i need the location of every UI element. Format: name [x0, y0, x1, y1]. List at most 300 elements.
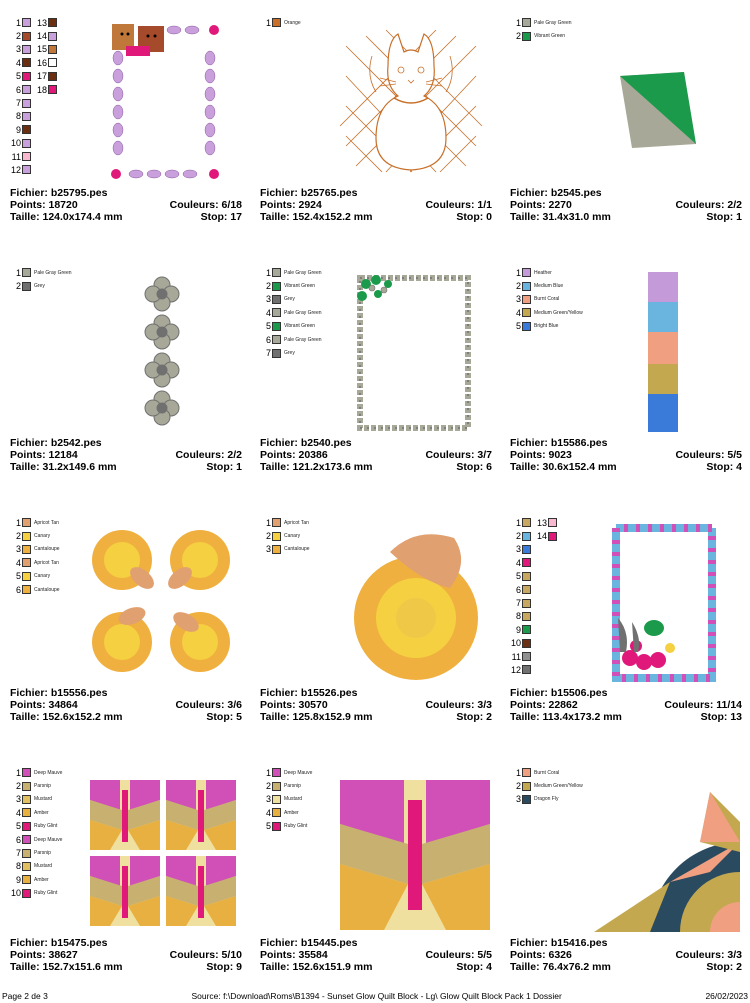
color-swatch — [48, 18, 57, 27]
color-swatch — [22, 585, 31, 594]
fan-corner-art — [590, 792, 740, 932]
legend-row — [10, 163, 34, 176]
legend-row — [10, 860, 62, 873]
legend-row — [10, 556, 60, 569]
color-swatch — [522, 558, 531, 567]
legend-row — [10, 820, 62, 833]
legend-number: 3 — [265, 794, 271, 805]
legend-number: 2 — [15, 531, 21, 542]
color-swatch — [272, 808, 281, 817]
legend-number: 8 — [515, 611, 521, 622]
legend-row — [10, 266, 72, 279]
color-swatch — [48, 58, 57, 67]
info-line — [510, 462, 742, 474]
design-size: Taille: 31.4x31.0 mm — [510, 210, 611, 223]
legend-number: 12 — [10, 164, 21, 175]
legend-number: 2 — [15, 281, 21, 292]
file-name: Fichier: b2542.pes — [10, 437, 102, 449]
stitch-points: Points: 38627 — [10, 948, 78, 961]
info-line — [260, 712, 492, 724]
legend-number: 8 — [15, 861, 21, 872]
legend-number: 10 — [10, 138, 21, 149]
stop-count: Stop: 1 — [206, 460, 242, 473]
info-line — [10, 212, 242, 224]
legend-color-name: Mustard — [284, 796, 303, 803]
legend-color-name: Parsnip — [34, 783, 51, 790]
color-swatch — [22, 139, 31, 148]
design-size: Taille: 113.4x173.2 mm — [510, 710, 622, 723]
design-info — [510, 688, 742, 723]
color-swatch — [272, 545, 281, 554]
legend-number: 2 — [515, 281, 521, 292]
legend-number: 18 — [36, 84, 47, 95]
legend-row — [10, 583, 60, 596]
legend-color-name: Vibrant Green — [284, 283, 316, 290]
legend-color-name: Vibrant Green — [534, 33, 566, 40]
file-name: Fichier: b15586.pes — [510, 437, 608, 449]
stop-count: Stop: 4 — [706, 460, 742, 473]
legend-number: 6 — [265, 334, 271, 345]
color-count: Couleurs: 3/7 — [425, 448, 492, 461]
legend-row — [260, 793, 312, 806]
legend-row — [10, 83, 34, 96]
design-cell — [258, 512, 498, 732]
legend-row — [10, 137, 34, 150]
legend-row — [510, 570, 534, 583]
color-swatch — [48, 32, 57, 41]
color-swatch — [22, 875, 31, 884]
legend-number: 14 — [36, 31, 47, 42]
design-cell — [508, 262, 748, 482]
legend-number: 7 — [15, 98, 21, 109]
legend-color-name: Orange — [284, 19, 301, 26]
color-swatch — [22, 782, 31, 791]
legend-number: 7 — [515, 598, 521, 609]
legend-number: 1 — [265, 17, 271, 28]
legend-row — [510, 596, 534, 609]
color-swatch — [272, 782, 281, 791]
legend-row — [10, 873, 62, 886]
color-legend — [510, 766, 583, 806]
legend-number: 2 — [15, 781, 21, 792]
color-swatch — [22, 572, 31, 581]
legend-number: 5 — [515, 571, 521, 582]
design-size: Taille: 152.4x152.2 mm — [260, 210, 373, 223]
legend-color-name: Pale Gray Green — [34, 269, 72, 276]
color-swatch — [22, 99, 31, 108]
color-count: Couleurs: 11/14 — [664, 698, 742, 711]
legend-color-name: Pale Gray Green — [284, 269, 322, 276]
color-swatch — [272, 532, 281, 541]
color-swatch — [22, 768, 31, 777]
legend-row — [510, 306, 583, 319]
legend-row — [10, 110, 34, 123]
color-swatch — [522, 572, 531, 581]
color-swatch — [272, 268, 281, 277]
design-info — [260, 188, 492, 223]
file-name: Fichier: b15526.pes — [260, 687, 358, 699]
color-swatch — [272, 335, 281, 344]
legend-color-name: Dragon Fly — [534, 796, 559, 803]
stop-count: Stop: 1 — [706, 210, 742, 223]
info-line — [10, 962, 242, 974]
color-swatch — [522, 768, 531, 777]
legend-number: 12 — [510, 664, 521, 675]
legend-row — [36, 83, 57, 96]
legend-row — [10, 516, 60, 529]
legend-row — [10, 16, 34, 29]
legend-row — [10, 570, 60, 583]
stop-count: Stop: 13 — [700, 710, 742, 723]
legend-color-name: Ruby Glint — [34, 823, 58, 830]
legend-number: 3 — [515, 794, 521, 805]
design-cell — [508, 762, 748, 982]
legend-number: 13 — [36, 17, 47, 28]
color-swatch — [272, 295, 281, 304]
color-legend — [10, 766, 62, 900]
info-line — [10, 700, 242, 712]
legend-row — [10, 543, 60, 556]
info-line — [260, 450, 492, 462]
corner-patch-art — [618, 70, 698, 150]
color-swatch — [548, 518, 557, 527]
legend-number: 1 — [15, 767, 21, 778]
color-swatch — [22, 152, 31, 161]
legend-color-name: Pale Gray Green — [284, 309, 322, 316]
color-swatch — [22, 808, 31, 817]
color-legend — [260, 16, 301, 29]
legend-number: 5 — [15, 71, 21, 82]
color-swatch — [272, 518, 281, 527]
color-swatch — [22, 282, 31, 291]
color-swatch — [22, 72, 31, 81]
legend-number: 1 — [15, 17, 21, 28]
color-count: Couleurs: 3/3 — [675, 948, 742, 961]
color-swatch — [272, 282, 281, 291]
color-swatch — [48, 85, 57, 94]
design-cell — [508, 512, 748, 732]
legend-color-name: Apricot Tan — [34, 559, 59, 566]
legend-color-name: Burnt Coral — [534, 769, 560, 776]
legend-row — [260, 806, 312, 819]
info-line — [510, 450, 742, 462]
stop-count: Stop: 9 — [206, 960, 242, 973]
color-swatch — [22, 889, 31, 898]
legend-row — [260, 266, 322, 279]
legend-number: 3 — [15, 794, 21, 805]
color-count: Couleurs: 2/2 — [675, 198, 742, 211]
bordered-frame-art — [608, 522, 718, 684]
legend-row — [260, 279, 322, 292]
info-line — [10, 712, 242, 724]
stitch-points: Points: 30570 — [260, 698, 328, 711]
legend-number: 2 — [265, 531, 271, 542]
legend-number: 11 — [11, 151, 21, 162]
color-count: Couleurs: 3/6 — [175, 698, 242, 711]
legend-row — [10, 96, 34, 109]
legend-row — [510, 320, 583, 333]
legend-row — [510, 793, 583, 806]
legend-color-name: Apricot Tan — [34, 519, 59, 526]
legend-color-name: Bright Blue — [534, 323, 559, 330]
legend-number: 4 — [265, 307, 271, 318]
info-line — [260, 462, 492, 474]
color-swatch — [22, 58, 31, 67]
legend-row — [10, 70, 34, 83]
legend-number: 9 — [515, 624, 521, 635]
legend-row — [10, 806, 62, 819]
legend-row — [260, 529, 310, 542]
info-line — [260, 962, 492, 974]
legend-row — [10, 279, 72, 292]
legend-color-name: Amber — [284, 809, 299, 816]
color-count: Couleurs: 5/10 — [169, 948, 242, 961]
legend-row — [510, 516, 534, 529]
legend-row — [510, 29, 572, 42]
legend-row — [10, 833, 62, 846]
legend-number: 4 — [515, 307, 521, 318]
color-swatch — [522, 782, 531, 791]
legend-color-name: Heather — [534, 269, 552, 276]
color-swatch — [22, 822, 31, 831]
color-legend — [510, 266, 583, 333]
color-swatch — [272, 308, 281, 317]
design-size: Taille: 152.7x151.6 mm — [10, 960, 123, 973]
legend-number: 4 — [15, 807, 21, 818]
legend-color-name: Amber — [34, 809, 49, 816]
legend-number: 1 — [515, 767, 521, 778]
shell-quad-art — [86, 526, 236, 678]
legend-row — [510, 529, 534, 542]
color-swatch — [522, 282, 531, 291]
legend-row — [510, 650, 534, 663]
color-swatch — [272, 795, 281, 804]
legend-color-name: Apricot Tan — [284, 519, 309, 526]
page-number: Page 2 de 3 — [2, 991, 48, 1001]
legend-number: 1 — [15, 267, 21, 278]
legend-row — [36, 43, 57, 56]
legend-number: 3 — [515, 294, 521, 305]
info-line — [260, 200, 492, 212]
legend-row — [10, 766, 62, 779]
legend-row — [536, 529, 557, 542]
color-legend — [260, 766, 312, 833]
legend-row — [36, 70, 57, 83]
legend-number: 9 — [15, 124, 21, 135]
color-legend — [10, 266, 72, 293]
legend-number: 6 — [515, 584, 521, 595]
legend-number: 7 — [265, 348, 271, 359]
legend-number: 5 — [15, 571, 21, 582]
legend-color-name: Medium Green/Yellow — [534, 783, 583, 790]
design-cell — [258, 762, 498, 982]
file-name: Fichier: b15475.pes — [10, 937, 108, 949]
design-info — [510, 438, 742, 473]
info-line — [10, 462, 242, 474]
design-cell — [8, 762, 248, 982]
legend-number: 10 — [10, 888, 21, 899]
legend-color-name: Vibrant Green — [284, 323, 316, 330]
color-swatch — [522, 322, 531, 331]
legend-color-name: Mustard — [34, 796, 53, 803]
legend-row — [510, 279, 583, 292]
legend-row — [536, 516, 557, 529]
color-swatch — [272, 322, 281, 331]
color-count: Couleurs: 1/1 — [425, 198, 492, 211]
flower-frame-art — [348, 270, 478, 436]
legend-color-name: Grey — [34, 283, 45, 290]
legend-number: 14 — [536, 531, 547, 542]
color-swatch — [22, 18, 31, 27]
legend-color-name: Ruby Glint — [34, 890, 58, 897]
color-swatch — [22, 125, 31, 134]
legend-row — [260, 16, 301, 29]
file-name: Fichier: b2540.pes — [260, 437, 352, 449]
legend-color-name: Mustard — [34, 863, 53, 870]
color-swatch — [522, 295, 531, 304]
color-swatch — [22, 165, 31, 174]
legend-number: 4 — [15, 557, 21, 568]
color-legend — [10, 16, 34, 177]
color-swatch — [522, 545, 531, 554]
stop-count: Stop: 0 — [456, 210, 492, 223]
design-info — [10, 938, 242, 973]
legend-row — [10, 887, 62, 900]
legend-number: 5 — [515, 321, 521, 332]
legend-number: 11 — [511, 651, 521, 662]
info-line — [10, 450, 242, 462]
color-swatch — [522, 532, 531, 541]
legend-row — [260, 820, 312, 833]
file-name: Fichier: b25765.pes — [260, 187, 358, 199]
legend-row — [10, 29, 34, 42]
legend-row — [10, 529, 60, 542]
legend-row — [10, 43, 34, 56]
color-swatch — [48, 72, 57, 81]
legend-color-name: Parsnip — [284, 783, 301, 790]
design-size: Taille: 152.6x151.9 mm — [260, 960, 373, 973]
stitch-points: Points: 34864 — [10, 698, 78, 711]
color-count: Couleurs: 6/18 — [169, 198, 242, 211]
legend-row — [36, 16, 57, 29]
legend-number: 6 — [15, 834, 21, 845]
stitch-points: Points: 6326 — [510, 948, 572, 961]
design-size: Taille: 152.6x152.2 mm — [10, 710, 123, 723]
stitch-points: Points: 2924 — [260, 198, 322, 211]
color-legend-secondary — [536, 516, 557, 543]
legend-number: 3 — [15, 544, 21, 555]
color-count: Couleurs: 5/5 — [675, 448, 742, 461]
legend-number: 2 — [515, 31, 521, 42]
design-size: Taille: 124.0x174.4 mm — [10, 210, 123, 223]
legend-color-name: Canary — [34, 533, 51, 540]
legend-number: 8 — [15, 111, 21, 122]
legend-row — [36, 56, 57, 69]
butterfly-quad-art — [90, 780, 240, 930]
legend-color-name: Canary — [34, 573, 51, 580]
info-line — [260, 212, 492, 224]
color-swatch — [522, 518, 531, 527]
legend-row — [510, 663, 534, 676]
legend-row — [10, 793, 62, 806]
color-swatch — [522, 639, 531, 648]
print-date: 26/02/2023 — [705, 991, 748, 1001]
legend-number: 1 — [515, 17, 521, 28]
file-name: Fichier: b15445.pes — [260, 937, 358, 949]
color-swatch — [22, 32, 31, 41]
stitch-points: Points: 12184 — [10, 448, 78, 461]
legend-color-name: Deep Mauve — [284, 769, 313, 776]
legend-row — [260, 779, 312, 792]
flower-column-art — [142, 272, 182, 432]
color-count: Couleurs: 3/3 — [425, 698, 492, 711]
legend-number: 5 — [265, 821, 271, 832]
legend-row — [510, 293, 583, 306]
legend-row — [510, 766, 583, 779]
stop-count: Stop: 5 — [206, 710, 242, 723]
color-swatch — [22, 862, 31, 871]
legend-number: 1 — [265, 267, 271, 278]
legend-number: 17 — [36, 71, 47, 82]
legend-number: 1 — [515, 517, 521, 528]
design-size: Taille: 31.2x149.6 mm — [10, 460, 117, 473]
color-swatch — [522, 599, 531, 608]
color-swatch — [22, 85, 31, 94]
stitch-points: Points: 9023 — [510, 448, 572, 461]
legend-color-name: Cantaloupe — [284, 546, 310, 553]
legend-row — [510, 779, 583, 792]
legend-number: 3 — [15, 44, 21, 55]
legend-row — [260, 543, 310, 556]
color-swatch — [272, 349, 281, 358]
color-count: Couleurs: 2/2 — [175, 448, 242, 461]
legend-color-name: Deep Mauve — [34, 836, 63, 843]
design-info — [510, 938, 742, 973]
legend-color-name: Grey — [284, 296, 295, 303]
info-line — [510, 212, 742, 224]
legend-row — [510, 637, 534, 650]
legend-number: 13 — [536, 517, 547, 528]
design-cell — [258, 262, 498, 482]
stitch-points: Points: 18720 — [10, 198, 78, 211]
info-line — [260, 950, 492, 962]
design-cell — [8, 262, 248, 482]
legend-color-name: Grey — [284, 350, 295, 357]
color-swatch — [548, 532, 557, 541]
legend-row — [36, 29, 57, 42]
file-name: Fichier: b15506.pes — [510, 687, 608, 699]
legend-number: 9 — [15, 874, 21, 885]
legend-row — [510, 543, 534, 556]
stitch-points: Points: 22862 — [510, 698, 578, 711]
color-legend — [260, 516, 310, 556]
legend-color-name: Pale Gray Green — [284, 336, 322, 343]
design-size: Taille: 121.2x173.6 mm — [260, 460, 373, 473]
legend-color-name: Burnt Coral — [534, 296, 560, 303]
color-swatch — [522, 18, 531, 27]
info-line — [510, 950, 742, 962]
design-cell — [258, 12, 498, 232]
legend-number: 4 — [515, 557, 521, 568]
design-size: Taille: 30.6x152.4 mm — [510, 460, 617, 473]
legend-number: 2 — [515, 781, 521, 792]
design-info — [510, 188, 742, 223]
color-legend — [510, 16, 572, 43]
color-swatch — [22, 545, 31, 554]
legend-number: 6 — [15, 84, 21, 95]
legend-number: 2 — [15, 31, 21, 42]
legend-color-name: Medium Blue — [534, 283, 564, 290]
